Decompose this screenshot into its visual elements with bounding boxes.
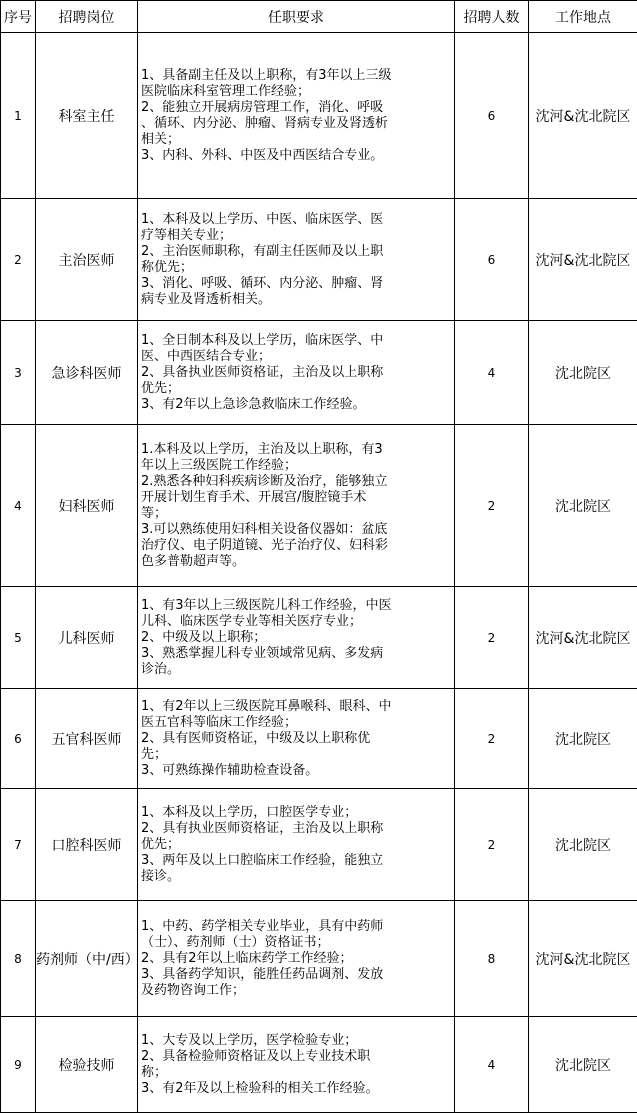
row-location: 沈北院区 xyxy=(529,425,637,587)
row-requirements xyxy=(138,321,455,425)
row-requirements xyxy=(138,901,455,1017)
requirement-line: 、循环、内分泌、肿瘤、肾病专业及肾透析 xyxy=(141,116,451,132)
table-row xyxy=(1,789,637,901)
requirement-line: 1、具备副主任及以上职称，有3年以上三级 xyxy=(141,68,451,84)
row-location: 沈北院区 xyxy=(529,321,637,425)
requirement-line: 1、全日制本科及以上学历，临床医学、中 xyxy=(141,333,451,349)
row-location: 沈河&沈北院区 xyxy=(529,587,637,689)
row-seq: 4 xyxy=(1,425,36,587)
row-requirements xyxy=(138,425,455,587)
row-count: 6 xyxy=(455,199,529,321)
requirement-line: 病专业及肾透析相关。 xyxy=(141,292,451,308)
row-requirements xyxy=(138,789,455,901)
requirement-line: 医五官科等临床工作经验； xyxy=(141,715,451,731)
row-count: 4 xyxy=(455,321,529,425)
requirement-line: 1、大专及以上学历，医学检验专业； xyxy=(141,1033,451,1049)
table-row xyxy=(1,587,637,689)
row-seq: 6 xyxy=(1,689,36,789)
requirement-line: 儿科、临床医学专业等相关医疗专业； xyxy=(141,614,451,630)
row-position: 检验技师 xyxy=(36,1017,138,1113)
requirement-line: （士）、药剂师（士）资格证书； xyxy=(141,935,451,951)
row-position: 妇科医师 xyxy=(36,425,138,587)
requirement-line: 1、本科及以上学历、中医、临床医学、医 xyxy=(141,212,451,228)
row-requirements xyxy=(138,199,455,321)
requirement-line: 等； xyxy=(141,506,451,522)
header-location: 工作地点 xyxy=(529,1,637,33)
requirement-line: 3、内科、外科、中医及中西医结合专业。 xyxy=(141,148,451,164)
requirement-line: 医、中西医结合专业； xyxy=(141,349,451,365)
row-position: 儿科医师 xyxy=(36,587,138,689)
row-seq: 7 xyxy=(1,789,36,901)
requirement-line: 3、有2年以上急诊急救临床工作经验。 xyxy=(141,397,451,413)
header-row xyxy=(1,1,637,33)
requirement-line: 1、中药、药学相关专业毕业，具有中药师 xyxy=(141,919,451,935)
requirement-line: 称； xyxy=(141,1065,451,1081)
requirement-line: 3.可以熟练使用妇科相关设备仪器如：盆底 xyxy=(141,522,451,538)
row-location: 沈北院区 xyxy=(529,789,637,901)
requirement-line: 开展计划生育手术、开展宫/腹腔镜手术 xyxy=(141,490,451,506)
requirement-line: 2、具备检验师资格证及以上专业技术职 xyxy=(141,1049,451,1065)
requirement-line: 3、两年及以上口腔临床工作经验，能独立 xyxy=(141,853,451,869)
row-count: 4 xyxy=(455,1017,529,1113)
row-requirements xyxy=(138,689,455,789)
row-position: 主治医师 xyxy=(36,199,138,321)
requirement-line: 1.本科及以上学历，主治及以上职称，有3 xyxy=(141,442,451,458)
header-count: 招聘人数 xyxy=(455,1,529,33)
row-requirements xyxy=(138,587,455,689)
row-position: 急诊科医师 xyxy=(36,321,138,425)
table-row xyxy=(1,901,637,1017)
row-position: 五官科医师 xyxy=(36,689,138,789)
requirement-line: 疗等相关专业； xyxy=(141,228,451,244)
requirement-line: 3、可熟练操作辅助检查设备。 xyxy=(141,763,451,779)
row-requirements xyxy=(138,33,455,199)
table-row xyxy=(1,321,637,425)
row-count: 2 xyxy=(455,425,529,587)
requirement-line: 2、能独立开展病房管理工作，消化、呼吸 xyxy=(141,100,451,116)
header-seq: 序号 xyxy=(1,1,36,33)
requirement-line: 2、具有2年以上临床药学工作经验； xyxy=(141,951,451,967)
requirement-line: 相关； xyxy=(141,132,451,148)
row-location: 沈北院区 xyxy=(529,1017,637,1113)
row-location: 沈河&沈北院区 xyxy=(529,199,637,321)
row-seq: 8 xyxy=(1,901,36,1017)
row-count: 6 xyxy=(455,33,529,199)
row-seq: 5 xyxy=(1,587,36,689)
requirement-line: 3、熟悉掌握儿科专业领域常见病、多发病 xyxy=(141,646,451,662)
table-body xyxy=(1,33,637,1113)
row-count: 8 xyxy=(455,901,529,1017)
requirement-line: 接诊。 xyxy=(141,869,451,885)
table-row xyxy=(1,689,637,789)
requirement-line: 及药物咨询工作； xyxy=(141,983,451,999)
table-row xyxy=(1,425,637,587)
row-location: 沈北院区 xyxy=(529,689,637,789)
requirement-line: 色多普勒超声等。 xyxy=(141,554,451,570)
requirement-line: 2、主治医师职称，有副主任医师及以上职 xyxy=(141,244,451,260)
requirement-line: 治疗仪、电子阴道镜、光子治疗仪、妇科彩 xyxy=(141,538,451,554)
requirement-line: 2.熟悉各种妇科疾病诊断及治疗，能够独立 xyxy=(141,474,451,490)
row-position: 口腔科医师 xyxy=(36,789,138,901)
row-location: 沈河&沈北院区 xyxy=(529,901,637,1017)
header-position: 招聘岗位 xyxy=(36,1,138,33)
row-count: 2 xyxy=(455,789,529,901)
row-seq: 2 xyxy=(1,199,36,321)
requirement-line: 1、有2年以上三级医院耳鼻喉科、眼科、中 xyxy=(141,699,451,715)
requirement-line: 诊治。 xyxy=(141,662,451,678)
requirement-line: 3、有2年及以上检验科的相关工作经验。 xyxy=(141,1081,451,1097)
requirement-line: 2、中级及以上职称； xyxy=(141,630,451,646)
requirement-line: 3、具备药学知识，能胜任药品调剂、发放 xyxy=(141,967,451,983)
requirement-line: 医院临床科室管理工作经验； xyxy=(141,84,451,100)
table-row xyxy=(1,33,637,199)
requirement-line: 2、具有执业医师资格证，主治及以上职称 xyxy=(141,821,451,837)
row-position: 药剂师（中/西） xyxy=(36,901,138,1017)
row-requirements xyxy=(138,1017,455,1113)
row-count: 2 xyxy=(455,587,529,689)
requirement-line: 2、具备执业医师资格证，主治及以上职称 xyxy=(141,365,451,381)
row-position: 科室主任 xyxy=(36,33,138,199)
row-seq: 1 xyxy=(1,33,36,199)
requirement-line: 优先； xyxy=(141,381,451,397)
requirement-line: 年以上三级医院工作经验； xyxy=(141,458,451,474)
requirement-line: 1、有3年以上三级医院儿科工作经验，中医 xyxy=(141,598,451,614)
requirement-line: 2、具有医师资格证，中级及以上职称优 xyxy=(141,731,451,747)
row-location: 沈河&沈北院区 xyxy=(529,33,637,199)
header-requirements: 任职要求 xyxy=(138,1,455,33)
requirement-line: 称优先； xyxy=(141,260,451,276)
requirement-line: 3、消化、呼吸、循环、内分泌、肿瘤、肾 xyxy=(141,276,451,292)
requirement-line: 1、本科及以上学历，口腔医学专业； xyxy=(141,805,451,821)
row-seq: 3 xyxy=(1,321,36,425)
table-row xyxy=(1,199,637,321)
requirement-line: 先； xyxy=(141,747,451,763)
row-seq: 9 xyxy=(1,1017,36,1113)
requirement-line: 优先； xyxy=(141,837,451,853)
table-row xyxy=(1,1017,637,1113)
row-count: 2 xyxy=(455,689,529,789)
